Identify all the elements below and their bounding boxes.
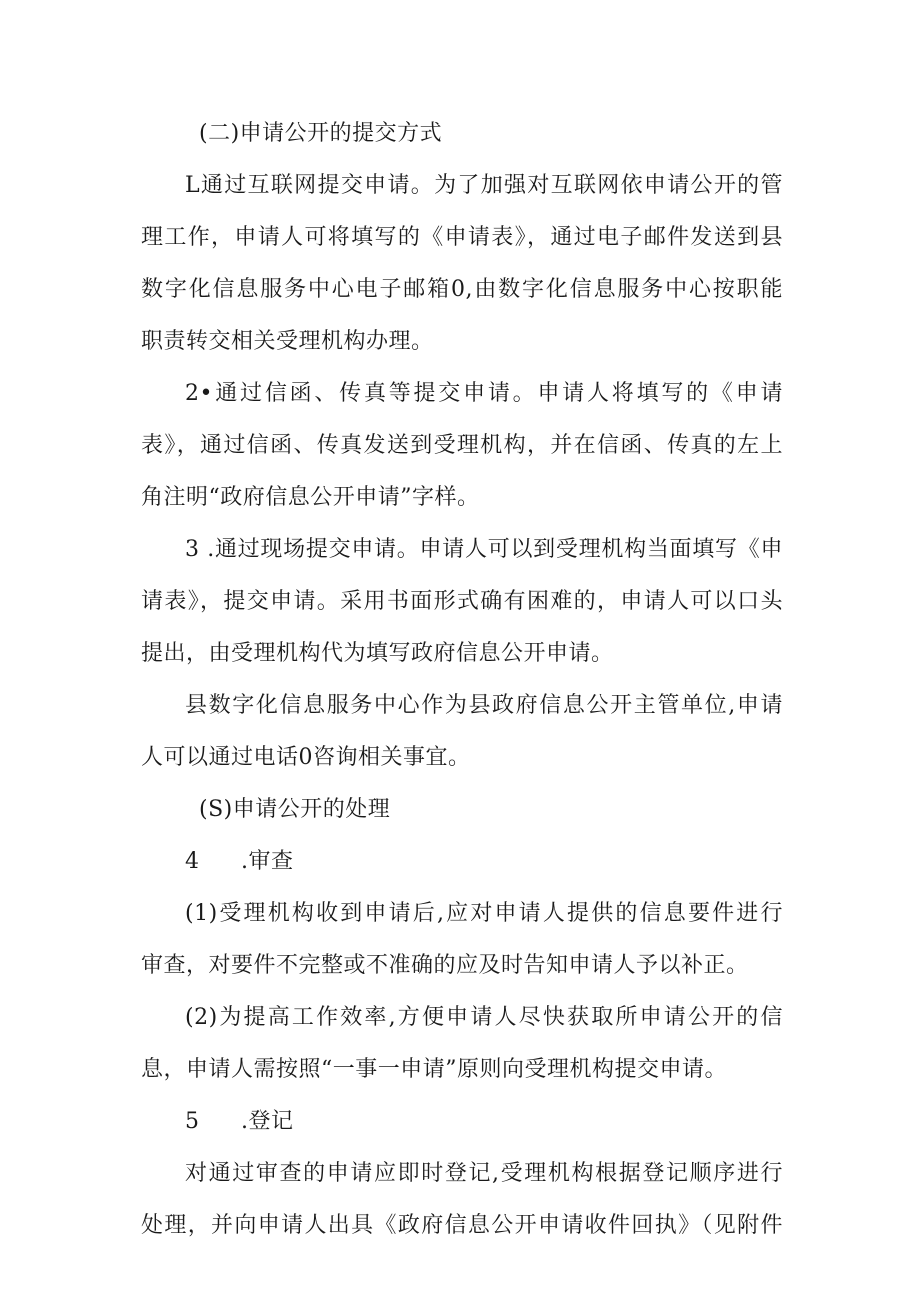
document-body: [141, 108, 783, 1252]
paragraph-line: 表》，通过信函、传真发送到受理机构，并在信函、传真的左上: [141, 433, 783, 458]
paragraph-line: L通过互联网提交申请。为了加强对互联网依申请公开的管: [185, 173, 783, 198]
paragraph-line: 息，申请人需按照“一事一申请”原则向受理机构提交申请。: [141, 1057, 727, 1082]
paragraph-line: 请表》，提交申请。采用书面形式确有困难的，申请人可以口头: [141, 589, 783, 614]
paragraph-line: 理工作，申请人可将填写的《申请表》，通过电子邮件发送到县: [141, 225, 783, 250]
paragraph-line: 职责转交相关受理机构办理。: [141, 329, 434, 354]
paragraph-line: 2•通过信函、传真等提交申请。申请人将填写的《申请: [185, 381, 783, 406]
paragraph-line: (2)为提高工作效率,方便申请人尽快获取所申请公开的信: [185, 1005, 783, 1030]
step-heading-review: [141, 836, 783, 888]
step-number: 5: [185, 1109, 200, 1134]
section-heading-processing: (S)申请公开的处理: [199, 797, 391, 822]
step-number: 4: [185, 849, 200, 874]
step-title: .审查: [241, 849, 294, 874]
paragraph-line: 县数字化信息服务中心作为县政府信息公开主管单位,申请: [185, 693, 783, 718]
paragraph-line: 角注明“政府信息公开申请”字样。: [141, 485, 480, 510]
paragraph-line: 3 .通过现场提交申请。申请人可以到受理机构当面填写《申: [185, 537, 783, 562]
paragraph-line: (1)受理机构收到申请后,应对申请人提供的信息要件进行: [185, 901, 783, 926]
paragraph-line: 审查，对要件不完整或不准确的应及时告知申请人予以补正。: [141, 953, 749, 978]
paragraph-line: 人可以通过电话0咨询相关事宜。: [141, 745, 471, 770]
step-heading-register: [141, 1096, 783, 1148]
paragraph-line: 处理，并向申请人出具《政府信息公开申请收件回执》（见附件: [141, 1213, 783, 1238]
section-heading-submission: (二)申请公开的提交方式: [199, 121, 443, 146]
paragraph-line: 数字化信息服务中心电子邮箱0,由数字化信息服务中心按职能: [141, 277, 783, 302]
paragraph-line: 对通过审查的申请应即时登记,受理机构根据登记顺序进行: [185, 1161, 783, 1186]
paragraph-line: 提出，由受理机构代为填写政府信息公开申请。: [141, 641, 614, 666]
step-title: .登记: [241, 1109, 294, 1134]
